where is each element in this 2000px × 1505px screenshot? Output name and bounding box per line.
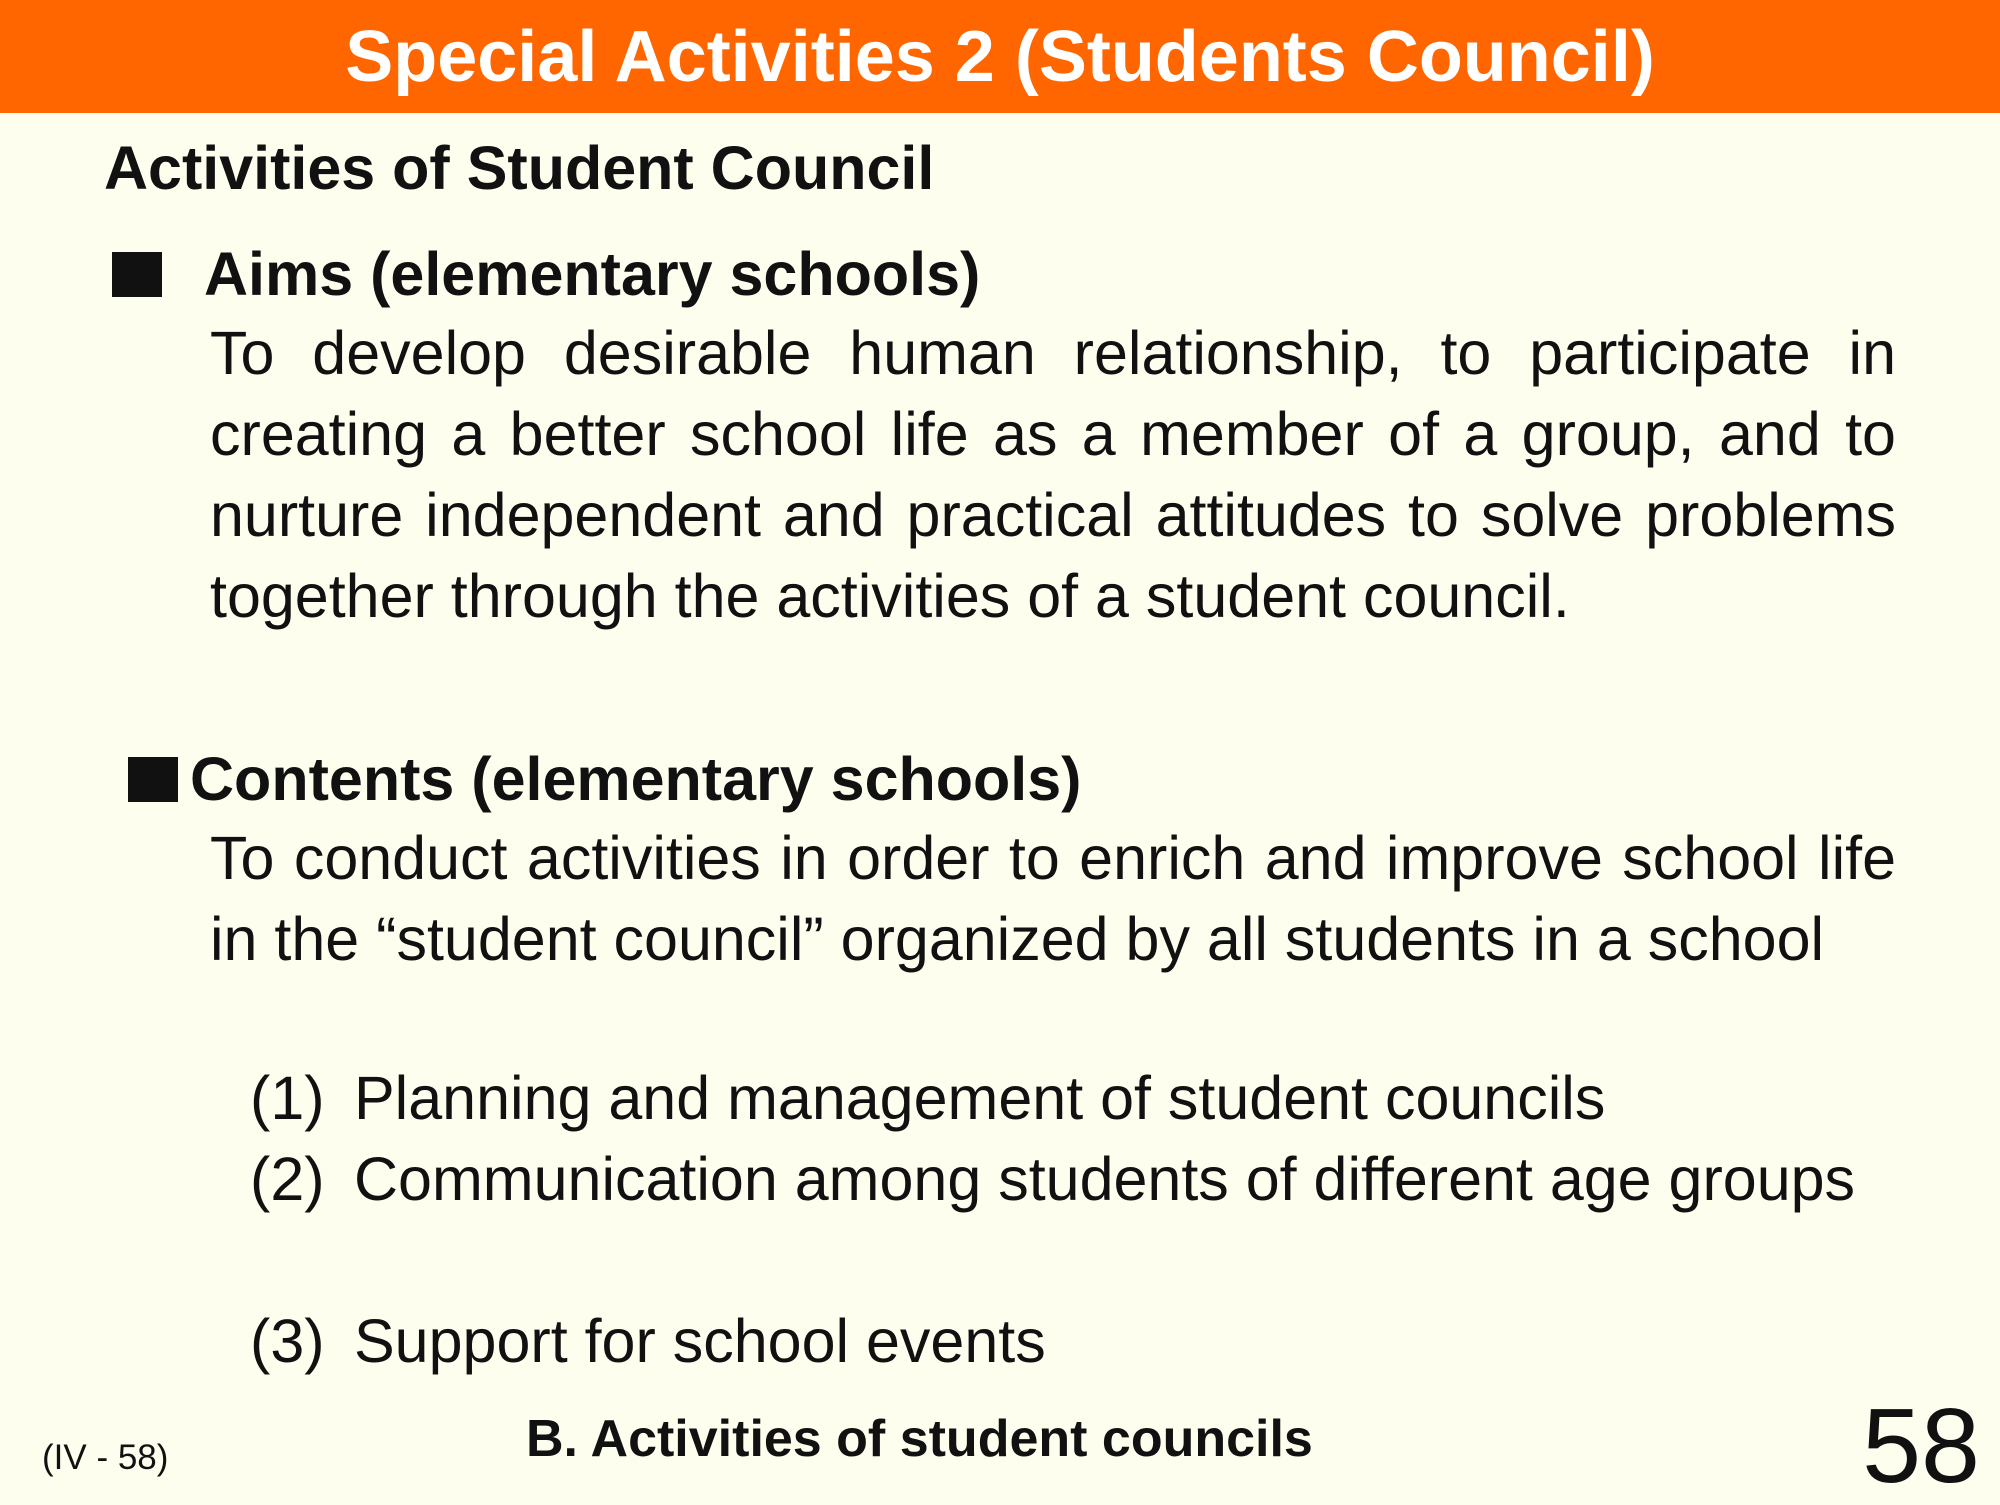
- square-bullet-icon: [128, 757, 178, 802]
- list-item-text: Support for school events: [354, 1307, 1046, 1375]
- list-item-text: Communication among students of different age groups: [354, 1145, 1856, 1213]
- list-item-text: Planning and management of student councils: [354, 1064, 1606, 1132]
- aims-label: Aims (elementary schools): [204, 240, 981, 308]
- list-item: [250, 1139, 1896, 1220]
- list-item: [250, 1058, 1896, 1139]
- list-item-number: (2): [250, 1145, 325, 1213]
- list-item-number: (3): [250, 1307, 325, 1375]
- square-bullet-icon: [112, 252, 162, 297]
- contents-body: To conduct activities in order to enrich and improve school life in the “student council” organized by all students in a school: [210, 824, 1896, 973]
- slide-title: Special Activities 2 (Students Council): [345, 17, 1655, 97]
- contents-label: Contents (elementary schools): [190, 745, 1082, 813]
- section-heading: Activities of Student Council: [104, 134, 935, 202]
- footer-reference: (IV - 58): [42, 1438, 169, 1477]
- list-item: [250, 1301, 1896, 1382]
- list-item-number: (1): [250, 1064, 325, 1132]
- title-bar: [0, 0, 2000, 113]
- footer-caption: B. Activities of student councils: [526, 1410, 1313, 1468]
- aims-body: To develop desirable human relationship, to participate in creating a better school life as a member of a group, and to nurture independent and practical attitudes to solve problems together through the activities of a student council.: [210, 319, 1896, 630]
- page-number: 58: [1862, 1387, 1980, 1505]
